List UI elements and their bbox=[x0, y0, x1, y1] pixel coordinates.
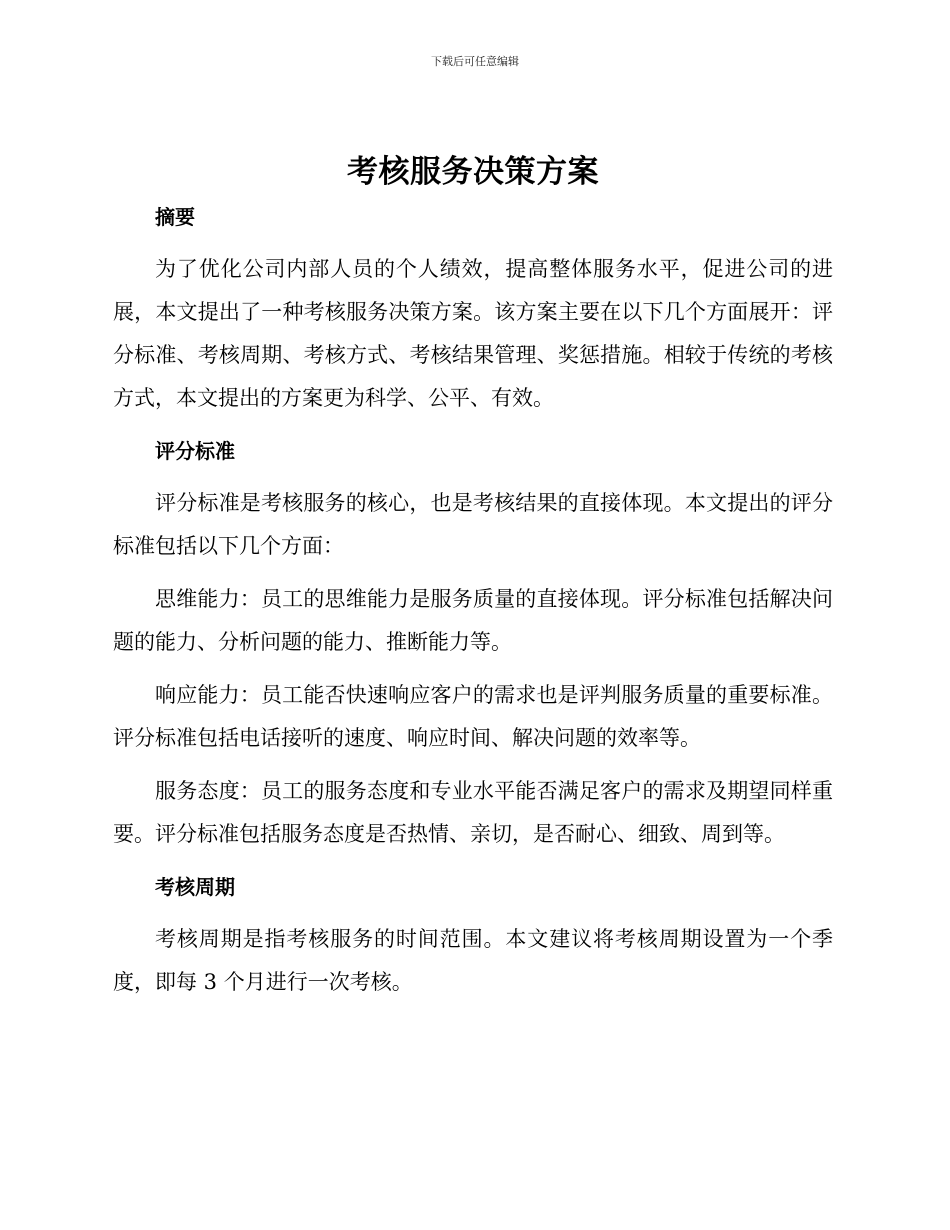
paragraph: 考核周期是指考核服务的时间范围。本文建议将考核周期设置为一个季度，即每 3 个月进行一次考核。 bbox=[113, 927, 833, 994]
paragraph: 为了优化公司内部人员的个人绩效，提高整体服务水平，促进公司的进展，本文提出了一种考核服务决策方案。该方案主要在以下几个方面展开：评分标准、考核周期、考核方式、考核结果管理、奖惩措施。相较于传统的考核方式，本文提出的方案更为科学、公平、有效。 bbox=[113, 257, 833, 410]
paragraph: 服务态度：员工的服务态度和专业水平能否满足客户的需求及期望同样重要。评分标准包括服务态度是否热情、亲切，是否耐心、细致、周到等。 bbox=[113, 779, 833, 846]
document-body bbox=[113, 148, 833, 1004]
section-heading-abstract: 摘要 bbox=[155, 205, 195, 229]
paragraph: 思维能力：员工的思维能力是服务质量的直接体现。评分标准包括解决问题的能力、分析问题的能力、推断能力等。 bbox=[113, 587, 833, 654]
paragraph: 评分标准是考核服务的核心，也是考核结果的直接体现。本文提出的评分标准包括以下几个方面： bbox=[113, 491, 833, 558]
section-heading-scoring-criteria: 评分标准 bbox=[155, 439, 235, 463]
paragraph: 响应能力：员工能否快速响应客户的需求也是评判服务质量的重要标准。评分标准包括电话接听的速度、响应时间、解决问题的效率等。 bbox=[113, 683, 833, 750]
page-header-note: 下载后可任意编辑 bbox=[431, 55, 519, 68]
document-title: 考核服务决策方案 bbox=[347, 154, 599, 190]
section-heading-assessment-cycle: 考核周期 bbox=[155, 875, 235, 899]
